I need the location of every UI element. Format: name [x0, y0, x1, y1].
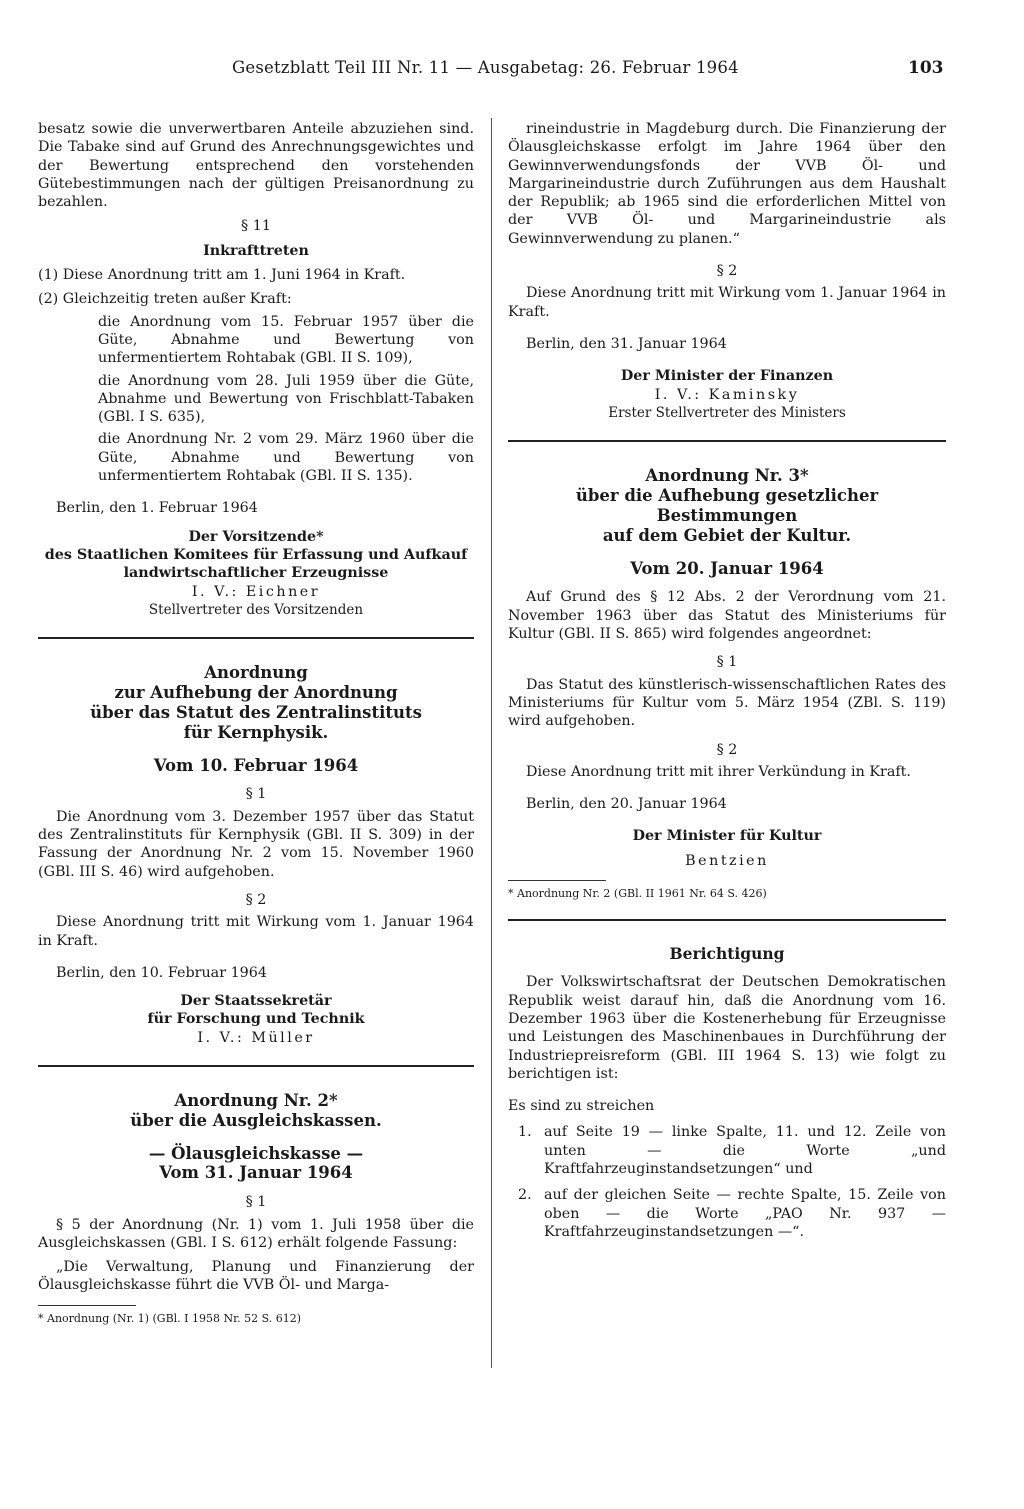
signatory-title: Der Minister der Finanzen [620, 368, 834, 385]
signatory-name: I. V.: Müller [197, 1029, 315, 1046]
list-item: die Anordnung Nr. 2 vom 29. März 1960 über die Güte, Abnahme und Bewertung von unfermentiertem Rohtabak (GBl. II S. 135). [98, 431, 474, 485]
section-heading: Inkrafttreten [203, 242, 309, 259]
paragraph: Diese Anordnung tritt mit Wirkung vom 1. Januar 1964 in Kraft. [38, 914, 474, 949]
signatory-title: Der Minister für Kultur [632, 828, 822, 845]
section-divider [38, 1065, 474, 1067]
section-divider [38, 637, 474, 639]
paragraph: § 5 der Anordnung (Nr. 1) vom 1. Juli 1958 über die Ausgleichskassen (GBl. I S. 612) erhält folgende Fassung: [38, 1216, 474, 1251]
section-mark: § 2 [245, 891, 267, 908]
list-item [508, 1123, 946, 1178]
ordinance-title: über die Ausgleichskassen. [130, 1110, 382, 1130]
signatory-name: Bentzien [685, 852, 769, 869]
section-divider [508, 440, 946, 442]
page-number: 103 [908, 58, 944, 78]
ordinance-date: Vom 31. Januar 1964 [159, 1163, 353, 1183]
list-item: die Anordnung vom 28. Juli 1959 über die Güte, Abnahme und Bewertung von Frischblatt-Tabaken (GBl. I S. 635), [98, 372, 474, 426]
correction-heading: Berichtigung [669, 944, 785, 964]
right-column [508, 120, 946, 1241]
ordinance-title: Anordnung [204, 663, 308, 683]
ordinance-subtitle: — Ölausgleichskasse — [148, 1143, 364, 1163]
footnote: * Anordnung (Nr. 1) (GBl. I 1958 Nr. 52 S. 612) [38, 1311, 302, 1325]
signatory-org: des Staatlichen Komitees für Erfassung und Aufkauf [44, 546, 468, 563]
list-text: auf der gleichen Seite — rechte Spalte, 15. Zeile von oben — die Worte „PAO Nr. 937 — Kraftfahrzeuginstandsetzungen —“. [544, 1187, 946, 1240]
footnote: * Anordnung Nr. 2 (GBl. II 1961 Nr. 64 S. 426) [508, 887, 767, 901]
ordinance-date: Vom 10. Februar 1964 [153, 756, 359, 776]
place-date: Berlin, den 1. Februar 1964 [56, 500, 258, 517]
paragraph: Der Volkswirtschaftsrat der Deutschen Demokratischen Republik weist darauf hin, daß die Anordnung vom 16. Dezember 1963 über die Kostenerhebung für Erzeugnisse und Leistungen des Maschinenbaues in Durchführung der Industriepreisreform (GBl. III 1964 S. 13) wie folgt zu berichtigen ist: [508, 974, 946, 1082]
page-header [0, 58, 1024, 88]
paragraph: Diese Anordnung tritt mit Wirkung vom 1. Januar 1964 in Kraft. [508, 285, 946, 320]
paragraph: Auf Grund des § 12 Abs. 2 der Verordnung vom 21. November 1963 über das Statut des Ministeriums für Kultur (GBl. II S. 865) wird folgendes angeordnet: [508, 589, 946, 643]
paragraph: (2) Gleichzeitig treten außer Kraft: [38, 291, 292, 308]
list-text: auf Seite 19 — linke Spalte, 11. und 12. Zeile von unten — die Worte „und Kraftfahrzeuginstandsetzungen“ und [544, 1124, 946, 1177]
paragraph: (1) Diese Anordnung tritt am 1. Juni 1964 in Kraft. [38, 267, 406, 284]
place-date: Berlin, den 31. Januar 1964 [526, 335, 727, 352]
ordinance-title: zur Aufhebung der Anordnung [114, 683, 398, 703]
section-mark: § 2 [716, 741, 738, 758]
place-date: Berlin, den 20. Januar 1964 [526, 796, 727, 813]
ordinance-date: Vom 20. Januar 1964 [630, 559, 824, 579]
footnote-rule [38, 1305, 136, 1306]
left-column [38, 120, 474, 1326]
paragraph: Es sind zu streichen [508, 1098, 655, 1115]
section-mark: § 1 [716, 654, 738, 671]
signatory-name: I. V.: Eichner [191, 583, 321, 600]
footnote-rule [508, 880, 606, 881]
ordinance-title: für Kernphysik. [183, 723, 329, 743]
column-divider [491, 118, 492, 1368]
list-item [508, 1186, 946, 1241]
section-mark: § 1 [245, 786, 267, 803]
signatory-role: Stellvertreter des Vorsitzenden [148, 601, 364, 618]
gazette-title: Gesetzblatt Teil III Nr. 11 — Ausgabetag: 26. Februar 1964 [232, 58, 739, 77]
ordinance-title: Anordnung Nr. 2* [174, 1090, 338, 1110]
place-date: Berlin, den 10. Februar 1964 [56, 964, 267, 981]
section-divider [508, 919, 946, 921]
quote-paragraph: „Die Verwaltung, Planung und Finanzierung der Ölausgleichskasse führt die VVB Öl- und Marga- [38, 1259, 474, 1294]
list-number: 1. [518, 1124, 532, 1141]
quote-continuation: rineindustrie in Magdeburg durch. Die Finanzierung der Ölausgleichskasse erfolgt im Jahre 1964 über den Gewinnverwendungsfonds der VVB Öl- und Margarineindustrie durch Zuführungen aus dem Haushalt der Republik; ab 1965 sind die erforderlichen Mittel von der VVB Öl- und Margarineindustrie als Gewinnverwendung zu planen.“ [508, 121, 946, 247]
section-mark: § 11 [241, 218, 271, 235]
ordinance-title: Anordnung Nr. 3* [645, 466, 809, 486]
ordinance-title: über das Statut des Zentralinstituts [90, 703, 422, 723]
paragraph: Die Anordnung vom 3. Dezember 1957 über das Statut des Zentralinstituts für Kernphysik (GBl. II S. 309) in der Fassung der Anordnung Nr. 2 vom 15. November 1960 (GBl. III S. 46) wird aufgehoben. [38, 808, 474, 880]
intro-paragraph: besatz sowie die unverwertbaren Anteile abzuziehen sind. Die Tabake sind auf Grund des Anrechnungsgewichtes und der Bewertung entsprechend den vorstehenden Gütebestimmungen nach der gültigen Preisanordnung zu bezahlen. [38, 121, 474, 211]
ordinance-title: auf dem Gebiet der Kultur. [602, 526, 852, 546]
list-item: die Anordnung vom 15. Februar 1957 über die Güte, Abnahme und Bewertung von unfermentiertem Rohtabak (GBl. II S. 109), [98, 313, 474, 367]
signatory-role: Erster Stellvertreter des Ministers [608, 404, 846, 421]
signatory-org: landwirtschaftlicher Erzeugnisse [123, 565, 389, 582]
ordinance-title: über die Aufhebung gesetzlicher Bestimmungen [575, 486, 879, 526]
signatory-title: Der Vorsitzende* [188, 528, 324, 545]
signatory-title: für Forschung und Technik [147, 1011, 365, 1028]
section-mark: § 2 [716, 263, 738, 280]
paragraph: Das Statut des künstlerisch-wissenschaftlichen Rates des Ministeriums für Kultur vom 5. März 1954 (ZBl. S. 119) wird aufgehoben. [508, 676, 946, 730]
section-mark: § 1 [245, 1194, 267, 1211]
signatory-title: Der Staatssekretär [180, 993, 332, 1010]
paragraph: Diese Anordnung tritt mit ihrer Verkündung in Kraft. [526, 763, 911, 780]
list-number: 2. [518, 1187, 532, 1204]
signatory-name: I. V.: Kaminsky [654, 386, 800, 403]
